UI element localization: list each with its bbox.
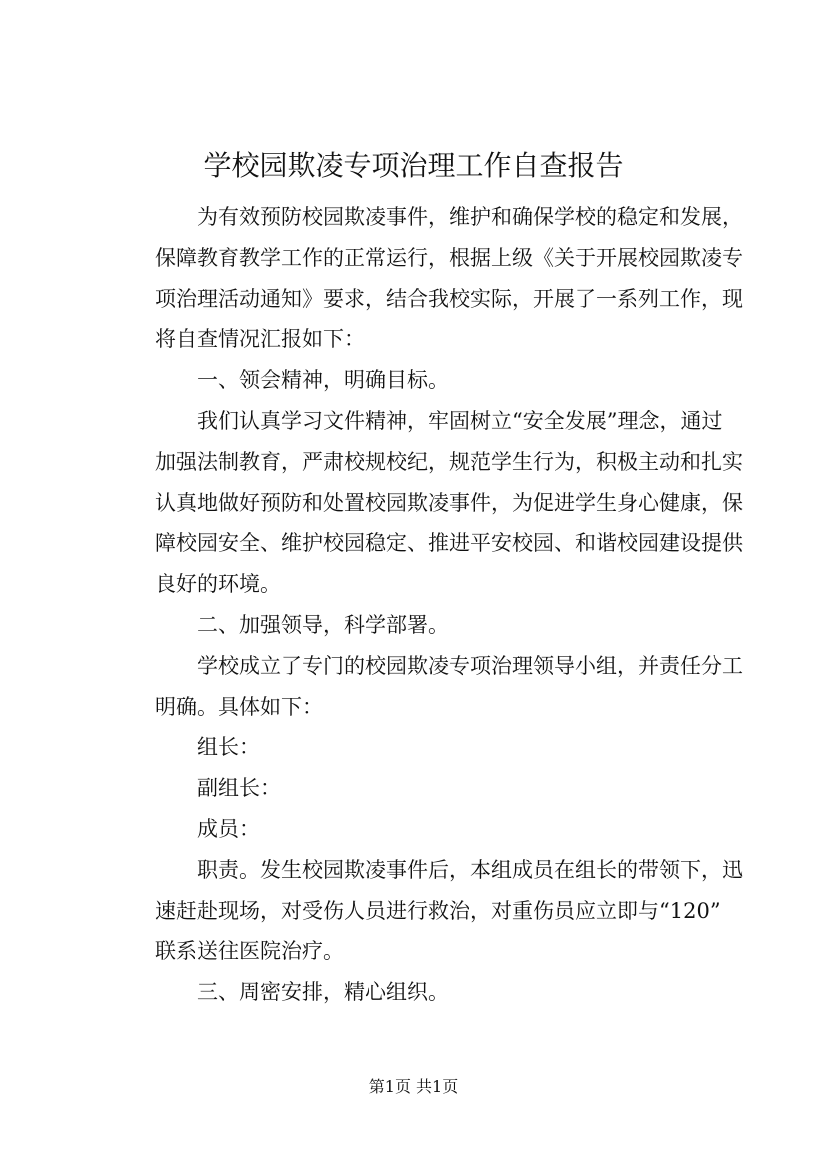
- section-heading-2: [113, 605, 723, 646]
- document-body: [113, 197, 743, 1013]
- paragraph-intro: [113, 197, 743, 360]
- members-line: [113, 809, 723, 850]
- paragraph-line: 保障教育教学工作的正常运行，根据上级《关于开展校园欺凌专: [155, 245, 743, 270]
- paragraph-line: 项治理活动通知》要求，结合我校实际，开展了一系列工作，现: [155, 286, 743, 311]
- paragraph-leadership: [113, 646, 743, 728]
- paragraph-line: 我们认真学习文件精神，牢固树立“安全发展”理念，通过: [197, 408, 723, 433]
- paragraph-line: 认真地做好预防和处置校园欺凌事件，为促进学生身心健康，保: [155, 490, 743, 515]
- page-footer: 第1页 共1页: [368, 1077, 459, 1096]
- paragraph-line: 三、周密安排，精心组织。: [197, 980, 449, 1005]
- paragraph-line: 二、加强领导，科学部署。: [197, 612, 449, 637]
- paragraph-line: 将自查情况汇报如下：: [155, 327, 365, 352]
- paragraph-line: 一、领会精神，明确目标。: [197, 368, 449, 393]
- paragraph-line: 学校成立了专门的校园欺凌专项治理领导小组，并责任分工: [197, 653, 743, 678]
- paragraph-line: 障校园安全、维护校园稳定、推进平安校园、和谐校园建设提供: [155, 531, 743, 556]
- paragraph-spirit: [113, 401, 743, 605]
- deputy-leader-line: [113, 768, 723, 809]
- paragraph-duties: [113, 850, 743, 972]
- section-heading-3: [113, 972, 723, 1013]
- paragraph-line: 职责。发生校园欺凌事件后，本组成员在组长的带领下，迅: [197, 857, 743, 882]
- paragraph-line: 组长：: [197, 735, 260, 760]
- paragraph-line: 明确。具体如下：: [155, 694, 323, 719]
- paragraph-line: 速赶赴现场，对受伤人员进行救治，对重伤员应立即与“120”: [155, 898, 721, 923]
- paragraph-line: 为有效预防校园欺凌事件，维护和确保学校的稳定和发展，: [197, 205, 743, 229]
- paragraph-line: 成员：: [197, 816, 260, 841]
- paragraph-line: 加强法制教育，严肃校规校纪，规范学生行为，积极主动和扎实: [155, 449, 743, 474]
- section-heading-1: [113, 360, 723, 401]
- paragraph-line: 联系送往医院治疗。: [155, 939, 344, 964]
- paragraph-line: 良好的环境。: [155, 572, 281, 597]
- leader-line: [113, 727, 723, 768]
- paragraph-line: 副组长：: [197, 776, 281, 801]
- document-title: 学校园欺凌专项治理工作自查报告: [203, 149, 624, 182]
